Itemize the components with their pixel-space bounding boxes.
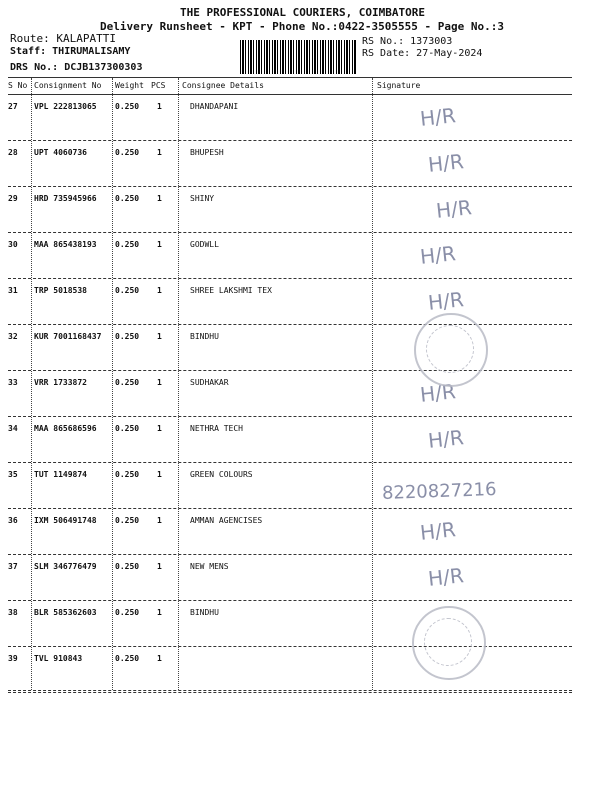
row-sno: 36 [8, 516, 18, 525]
row-weight: 0.250 [115, 240, 140, 249]
row-pcs: 1 [157, 424, 162, 433]
row-weight: 0.250 [115, 102, 140, 111]
row-pcs: 1 [157, 378, 162, 387]
route-value: KALAPATTI [56, 32, 116, 45]
row-signature: H/R [418, 103, 457, 131]
row-separator [8, 646, 572, 647]
col-divider [178, 78, 179, 690]
row-pcs: 1 [157, 240, 162, 249]
row-consignee: SHREE LAKSHMI TEX [190, 286, 272, 295]
row-weight: 0.250 [115, 378, 140, 387]
table-end-rule [8, 690, 572, 691]
staff-value: THIRUMALISAMY [52, 46, 131, 57]
col-divider [112, 78, 113, 690]
row-weight: 0.250 [115, 608, 140, 617]
row-separator [8, 140, 572, 141]
row-weight: 0.250 [115, 654, 140, 663]
row-pcs: 1 [157, 654, 162, 663]
header-top-rule [8, 77, 572, 78]
row-separator [8, 416, 572, 417]
row-separator [8, 508, 572, 509]
row-consignee: AMMAN AGENCISES [190, 516, 263, 525]
col-header-weight: Weight [115, 81, 144, 90]
row-separator [8, 692, 572, 693]
row-pcs: 1 [157, 516, 162, 525]
row-consignee: GREEN COLOURS [190, 470, 253, 479]
row-consignee: SUDHAKAR [190, 378, 229, 387]
col-header-consignment: Consignment No [34, 81, 102, 90]
row-consignee: NETHRA TECH [190, 424, 243, 433]
row-consignment-no: TVL 910843 [34, 654, 83, 663]
row-separator [8, 232, 572, 233]
rs-date: RS Date: 27-May-2024 [362, 48, 483, 59]
row-signature: H/R [426, 425, 465, 453]
row-weight: 0.250 [115, 286, 140, 295]
row-weight: 0.250 [115, 424, 140, 433]
row-weight: 0.250 [115, 194, 140, 203]
row-weight: 0.250 [115, 470, 140, 479]
col-divider [31, 78, 32, 690]
row-consignment-no: KUR 7001168437 [34, 332, 102, 341]
row-sno: 28 [8, 148, 18, 157]
row-signature: H/R [426, 149, 465, 177]
row-signature: H/R [426, 563, 465, 591]
staff-line [10, 46, 130, 57]
drs-value: DCJB137300303 [64, 62, 143, 73]
drs-line [10, 62, 142, 73]
row-sno: 35 [8, 470, 18, 479]
header-bottom-rule [8, 94, 572, 95]
stamp-seal [412, 606, 486, 680]
row-separator [8, 600, 572, 601]
col-header-signature: Signature [377, 81, 421, 90]
row-consignee: BHUPESH [190, 148, 224, 157]
col-divider [372, 78, 373, 690]
row-weight: 0.250 [115, 148, 140, 157]
row-consignment-no: HRD 735945966 [34, 194, 97, 203]
row-separator [8, 186, 572, 187]
row-separator [8, 278, 572, 279]
row-consignment-no: UPT 4060736 [34, 148, 87, 157]
row-signature: H/R [434, 195, 473, 223]
row-pcs: 1 [157, 194, 162, 203]
row-consignment-no: TRP 5018538 [34, 286, 87, 295]
row-weight: 0.250 [115, 332, 140, 341]
row-signature: H/R [426, 287, 465, 315]
row-signature: 8220827216 [381, 479, 497, 504]
row-sno: 39 [8, 654, 18, 663]
row-sno: 37 [8, 562, 18, 571]
row-consignment-no: BLR 585362603 [34, 608, 97, 617]
row-pcs: 1 [157, 562, 162, 571]
row-pcs: 1 [157, 148, 162, 157]
col-header-consignee: Consignee Details [182, 81, 264, 90]
row-pcs: 1 [157, 286, 162, 295]
row-sno: 34 [8, 424, 18, 433]
row-signature: H/R [418, 379, 457, 407]
row-consignee: BINDHU [190, 332, 219, 341]
row-weight: 0.250 [115, 516, 140, 525]
row-sno: 32 [8, 332, 18, 341]
row-consignee: SHINY [190, 194, 215, 203]
col-header-sno: S No [8, 81, 28, 90]
row-consignee: GODWLL [190, 240, 219, 249]
stamp-seal [414, 313, 488, 387]
row-sno: 31 [8, 286, 18, 295]
row-separator [8, 554, 572, 555]
row-consignment-no: MAA 865686596 [34, 424, 97, 433]
row-separator [8, 462, 572, 463]
row-sno: 27 [8, 102, 18, 111]
route-label: Route: [10, 32, 50, 45]
row-consignee: BINDHU [190, 608, 219, 617]
staff-label: Staff: [10, 46, 47, 57]
row-pcs: 1 [157, 332, 162, 341]
row-sno: 38 [8, 608, 18, 617]
row-pcs: 1 [157, 470, 162, 479]
row-sno: 30 [8, 240, 18, 249]
row-signature: H/R [418, 241, 457, 269]
row-pcs: 1 [157, 102, 162, 111]
row-consignee: NEW MENS [190, 562, 229, 571]
runsheet-subtitle: Delivery Runsheet - KPT - Phone No.:0422-3505555 - Page No.:3 [100, 20, 504, 33]
row-consignment-no: VPL 222813065 [34, 102, 97, 111]
row-consignment-no: TUT 1149874 [34, 470, 87, 479]
row-consignment-no: IXM 506491748 [34, 516, 97, 525]
row-signature: H/R [418, 517, 457, 545]
route-line [10, 32, 116, 45]
row-sno: 29 [8, 194, 18, 203]
drs-label: DRS No.: [10, 62, 59, 73]
row-consignment-no: VRR 1733872 [34, 378, 87, 387]
row-weight: 0.250 [115, 562, 140, 571]
row-pcs: 1 [157, 608, 162, 617]
barcode [240, 40, 356, 74]
row-separator [8, 370, 572, 371]
col-header-pcs: PCS [151, 81, 166, 90]
company-title: THE PROFESSIONAL COURIERS, COIMBATORE [180, 6, 426, 19]
row-sno: 33 [8, 378, 18, 387]
row-separator [8, 324, 572, 325]
rs-number: RS No.: 1373003 [362, 36, 453, 47]
row-consignee: DHANDAPANI [190, 102, 239, 111]
row-consignment-no: MAA 865438193 [34, 240, 97, 249]
row-consignment-no: SLM 346776479 [34, 562, 97, 571]
